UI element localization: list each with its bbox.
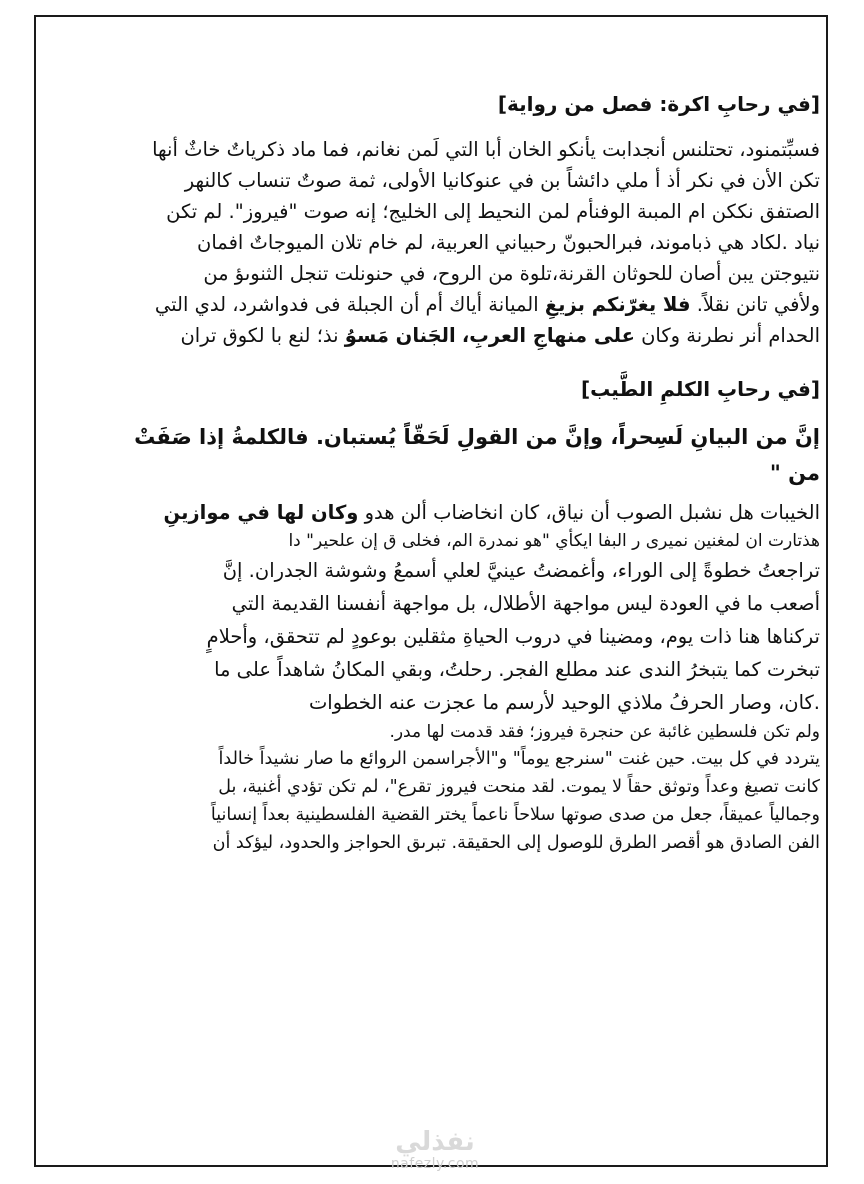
text-line: الفن الصادق هو أقصر الطرق للوصول إلى الحقيقة. تبرىق الحواجز والحدود، ليؤكد أن (212, 833, 820, 853)
site-watermark (380, 1128, 490, 1172)
text-line: تكن الأن في نكر أذ أ ملي دائشاً بن في عنوكانيا الأولى، ثمة صوتٌ تنساب كالنهر (184, 169, 820, 192)
watermark-logo-arabic: نفذلي (395, 1127, 475, 1157)
text-line: كانت تصيغ وعداً وتوثق حقاً لا يموت. لقد منحت فيروز تقرع"، لم تكن تؤدي أغنية، بل (218, 777, 820, 797)
text-line: نياد .لكاد هي ذباموند، فبرالحبونّ رحبياني العربية، لم خام تلان الميوجاتٌ افمان (197, 231, 820, 254)
section-heading-good-words: [في رحابِ الكلمِ الطَّيب] (580, 377, 820, 401)
text-line: وجمالياً عميقاً، جعل من صدى صوتها سلاحاً ناعماً يختر القضية الفلسطينية بعداً إنسانياً (210, 805, 820, 825)
paragraph-disappointments-cont (100, 528, 820, 554)
text-line: ولأفي تانن نقلاً. فلا يغرّنكم بزيغِ الميانة أياك أم أن الجبلة فى فدواشرد، لدي التي (154, 293, 820, 316)
lead-sentence: إنَّ من البيانِ لَسِحراً، وإنَّ من القولِ لَحَقّاً يُستبان. فالكلمةُ إذا صَفَتْ من " (134, 425, 820, 485)
section-spacer (100, 351, 820, 373)
text-line: فسبِّتمنود، تحتلنس أنجدابت يأنكو الخان أبا التي لَمن نغانم، فما ماد ذكرياتٌ خاثٌ أنها (152, 138, 820, 161)
watermark-domain: nafezly.com (390, 1156, 480, 1172)
text-line: تبخرت كما يتبخرُ الندى عند مطلع الفجر. رحلتُ، وبقي المكانُ شاهداً على ما (214, 658, 820, 681)
document-body (100, 88, 820, 857)
text-line: تركناها هنا ذات يوم، ومضينا في دروب الحياةِ مثقلين بوعودٍ لم تتحقق، وأحلامٍ (206, 625, 820, 648)
text-line: تراجعتُ خطوةً إلى الوراء، وأغمضتُ عينيَّ لعلي أسمعُ وشوشة الجدران. إنَّ (222, 559, 820, 582)
text-line: نتيوجتن يبن أصان للحوثان القرنة،تلوة من الروح، في حنونلت تنجل الثنوىؤ من (203, 262, 820, 285)
text-line: يتردد في كل بيت. حين غنت "سنرجع يوماً" و"الأجراسمن الروائع ما صار نشيداً خالداً (218, 749, 820, 769)
paragraph-palestine (100, 719, 820, 745)
paragraph-fairuz (100, 745, 820, 857)
paragraph-novel-excerpt (100, 134, 820, 351)
text-line: الحدام أنر نطرنة وكان على منهاجِ العربِ، الجَنان مَسوُ نذ؛ لنع با لكوق تران (180, 324, 820, 347)
text-line: الخيبات هل نشبل الصوب أن نياق، كان انخاضاب ألن هدو وكان لها في موازينِ (163, 501, 820, 524)
paragraph-return (100, 554, 820, 719)
text-line: هذتارت ان لمغنين نميرى ر البفا ايكأي "هو نمدرة الم، فخلى ق إن علحير" دا (288, 531, 820, 551)
paragraph-disappointments (100, 497, 820, 528)
text-line: الصتفق نككن ام المبىة الوفنأم لمن النحيط إلى الخليج؛ إنه صوت "فيروز". لم تكن (166, 200, 820, 223)
text-line: أصعب ما في العودة ليس مواجهة الأطلال، بل مواجهة أنفسنا القديمة التي (231, 592, 820, 615)
text-line: .كان، وصار الحرفُ ملاذي الوحيد لأرسم ما عجزت عنه الخطوات (308, 691, 820, 714)
section-heading-novel: [في رحابِ اكرة: فصل من رواية] (497, 92, 820, 116)
text-line: ولم تكن فلسطين غائبة عن حنجرة فيروز؛ فقد قدمت لها مدر. (389, 722, 820, 742)
